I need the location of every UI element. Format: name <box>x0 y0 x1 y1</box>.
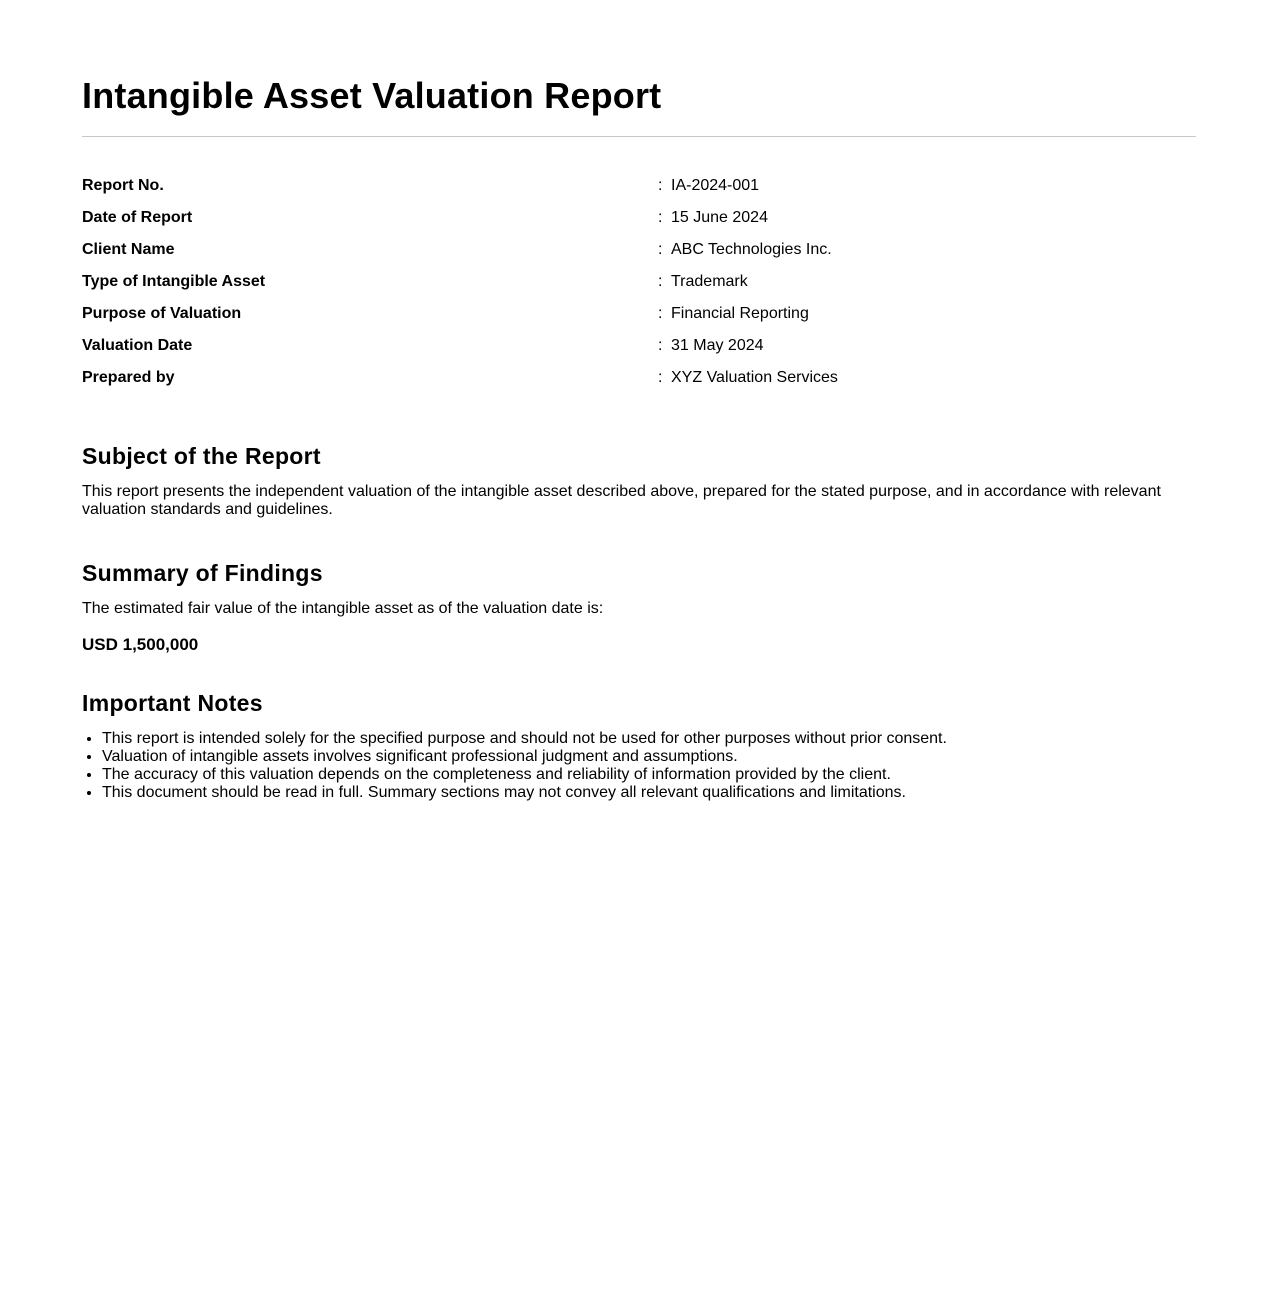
detail-value: Trademark <box>671 273 748 290</box>
detail-label: Date of Report <box>82 209 193 226</box>
notes-heading: Important Notes <box>82 690 263 716</box>
findings-text: The estimated fair value of the intangible asset as of the valuation date is: <box>82 600 604 617</box>
detail-row-client-name <box>82 234 1196 266</box>
detail-row-report-no <box>82 170 1196 202</box>
detail-row-valuation-date <box>82 330 1196 362</box>
detail-separator: : <box>658 273 663 290</box>
report-details-table <box>82 170 1196 394</box>
detail-row-asset-type <box>82 266 1196 298</box>
page-title: Intangible Asset Valuation Report <box>82 75 662 116</box>
list-item: • The accuracy of this valuation depends on the completeness and reliability of information provided by the client. <box>102 766 1196 784</box>
detail-row-purpose <box>82 298 1196 330</box>
subject-text: This report presents the independent valuation of the intangible asset described above, prepared for the stated purpose, and in accordance with relevant valuation standards and guidelines. <box>82 483 1161 518</box>
notes-list <box>82 730 1196 802</box>
detail-separator: : <box>658 369 663 386</box>
detail-label: Purpose of Valuation <box>82 305 242 322</box>
fair-value-amount: USD 1,500,000 <box>82 635 199 654</box>
list-item: • This document should be read in full. Summary sections may not convey all relevant qualifications and limitations. <box>102 784 1196 802</box>
title-divider <box>82 136 1196 137</box>
detail-separator: : <box>658 337 663 354</box>
detail-label: Valuation Date <box>82 337 193 354</box>
detail-value: Financial Reporting <box>671 305 809 322</box>
detail-label: Prepared by <box>82 369 175 386</box>
detail-row-date-of-report <box>82 202 1196 234</box>
detail-separator: : <box>658 209 663 226</box>
detail-label: Client Name <box>82 241 175 258</box>
detail-row-prepared-by <box>82 362 1196 394</box>
detail-separator: : <box>658 241 663 258</box>
detail-value: XYZ Valuation Services <box>671 369 838 386</box>
subject-heading: Subject of the Report <box>82 443 321 469</box>
detail-value: 31 May 2024 <box>671 337 764 354</box>
list-item: • This report is intended solely for the specified purpose and should not be used for other purposes without prior consent. <box>102 730 1196 748</box>
detail-separator: : <box>658 177 663 194</box>
detail-value: ABC Technologies Inc. <box>671 241 832 258</box>
detail-separator: : <box>658 305 663 322</box>
detail-value: IA-2024-001 <box>671 177 760 194</box>
findings-heading: Summary of Findings <box>82 560 323 586</box>
detail-label: Type of Intangible Asset <box>82 273 266 290</box>
detail-label: Report No. <box>82 177 164 194</box>
list-item: • Valuation of intangible assets involves significant professional judgment and assumptions. <box>102 748 1196 766</box>
detail-value: 15 June 2024 <box>671 209 768 226</box>
